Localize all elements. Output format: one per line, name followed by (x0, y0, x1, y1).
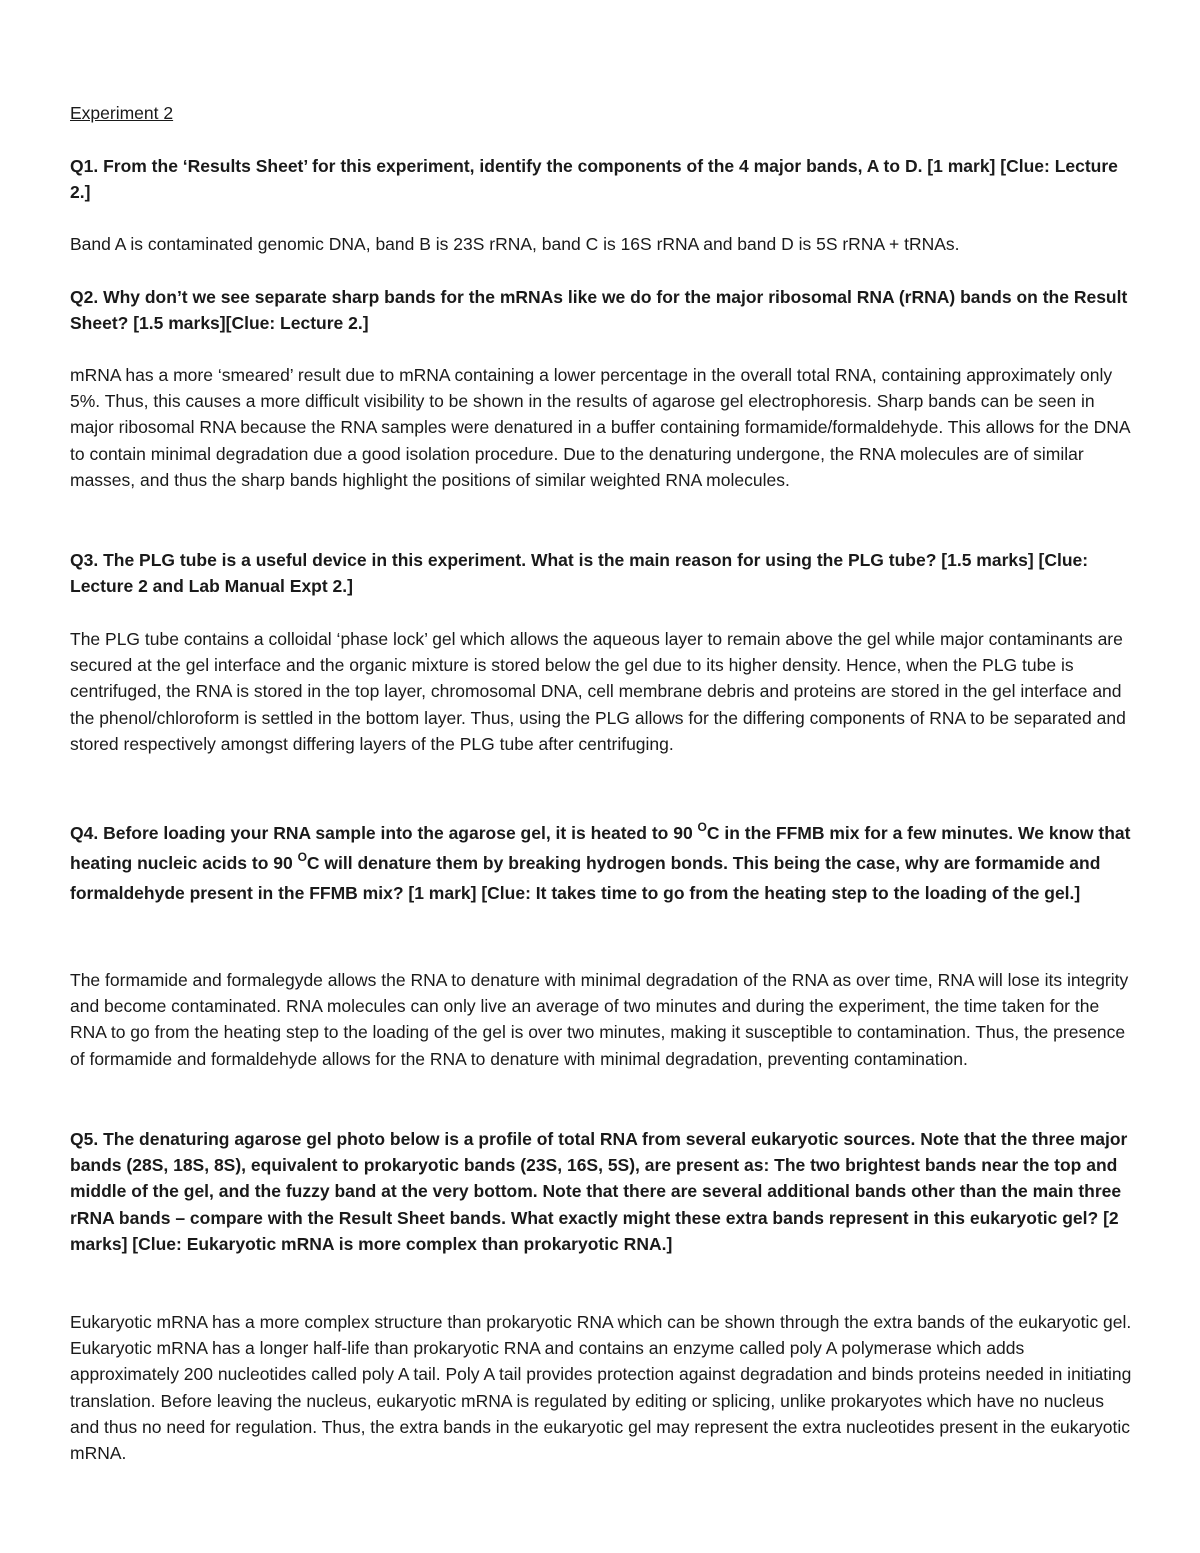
question-4-part-2: C in the FFMB mix for a few minutes. We know that heating nucleic acids to 90 (70, 823, 1131, 873)
question-4-part-1: Q4. Before loading your RNA sample into the agarose gel, it is heated to 90 (70, 823, 698, 843)
answer-4: The formamide and formalegyde allows the RNA to denature with minimal degradation of the RNA as over time, RNA will lose its integrity and become contaminated. RNA molecules can only live an average of two minutes and during the experiment, the time taken for the RNA to go from the heating step to the loading of the gel is over two minutes, making it susceptible to contamination. Thus, the presence of formamide and formaldehyde allows for the RNA to denature with minimal degradation, preventing contamination. (70, 970, 1129, 1069)
document-title: Experiment 2 (70, 103, 174, 123)
answer-1: Band A is contaminated genomic DNA, band B is 23S rRNA, band C is 16S rRNA and band D is 5S rRNA + tRNAs. (70, 234, 960, 254)
answer-3: The PLG tube contains a colloidal ‘phase lock’ gel which allows the aqueous layer to remain above the gel while major contaminants are secured at the gel interface and the organic mixture is stored below the gel due to its higher density. Hence, when the PLG tube is centrifuged, the RNA is stored in the top layer, chromosomal DNA, cell membrane debris and proteins are stored in the gel interface and the phenol/chloroform is settled in the bottom layer. Thus, using the PLG allows for the differing components of RNA to be separated and stored respectively amongst differing layers of the PLG tube after centrifuging. (70, 629, 1126, 754)
degree-symbol-1: O (697, 820, 707, 834)
question-4 (70, 818, 1132, 908)
answer-5: Eukaryotic mRNA has a more complex structure than prokaryotic RNA which can be shown through the extra bands of the eukaryotic gel. Eukaryotic mRNA has a longer half-life than prokaryotic RNA and contains an enzyme called poly A polymerase which adds approximately 200 nucleotides called poly A tail. Poly A tail provides protection against degradation and binds proteins needed in initiating translation. Before leaving the nucleus, eukaryotic mRNA is regulated by editing or splicing, unlike prokaryotes which have no nucleus and thus no need for regulation. Thus, the extra bands in the eukaryotic gel may represent the extra nucleotides present in the eukaryotic mRNA. (70, 1312, 1132, 1464)
question-4-part-3: C will denature them by breaking hydrogen bonds. This being the case, why are formamide and formaldehyde present in the FFMB mix? [1 mark] [Clue: It takes time to go from the heating step to the loading of the gel.] (70, 853, 1101, 903)
degree-symbol-2: O (297, 850, 307, 864)
question-5: Q5. The denaturing agarose gel photo below is a profile of total RNA from several eukaryotic sources. Note that the three major bands (28S, 18S, 8S), equivalent to prokaryotic bands (23S, 16S, 5S), are present as: The two brightest bands near the top and middle of the gel, and the fuzzy band at the very bottom. Note that there are several additional bands other than the main three rRNA bands – compare with the Result Sheet bands. What exactly might these extra bands represent in this eukaryotic gel? [2 marks] [Clue: Eukaryotic mRNA is more complex than prokaryotic RNA.] (70, 1129, 1128, 1254)
question-2: Q2. Why don’t we see separate sharp bands for the mRNAs like we do for the major ribosomal RNA (rRNA) bands on the Result Sheet? [1.5 marks][Clue: Lecture 2.] (70, 287, 1128, 334)
question-1: Q1. From the ‘Results Sheet’ for this experiment, identify the components of the 4 major bands, A to D. [1 mark] [Clue: Lecture 2.] (70, 156, 1118, 203)
question-3: Q3. The PLG tube is a useful device in this experiment. What is the main reason for using the PLG tube? [1.5 marks] [Clue: Lecture 2 and Lab Manual Expt 2.] (70, 550, 1089, 597)
answer-2: mRNA has a more ‘smeared’ result due to mRNA containing a lower percentage in the overall total RNA, containing approximately only 5%. Thus, this causes a more difficult visibility to be shown in the results of agarose gel electrophoresis. Sharp bands can be seen in major ribosomal RNA because the RNA samples were denatured in a buffer containing formamide/formaldehyde. This allows for the DNA to contain minimal degradation due a good isolation procedure. Due to the denaturing undergone, the RNA molecules are of similar masses, and thus the sharp bands highlight the positions of similar weighted RNA molecules. (70, 365, 1130, 490)
